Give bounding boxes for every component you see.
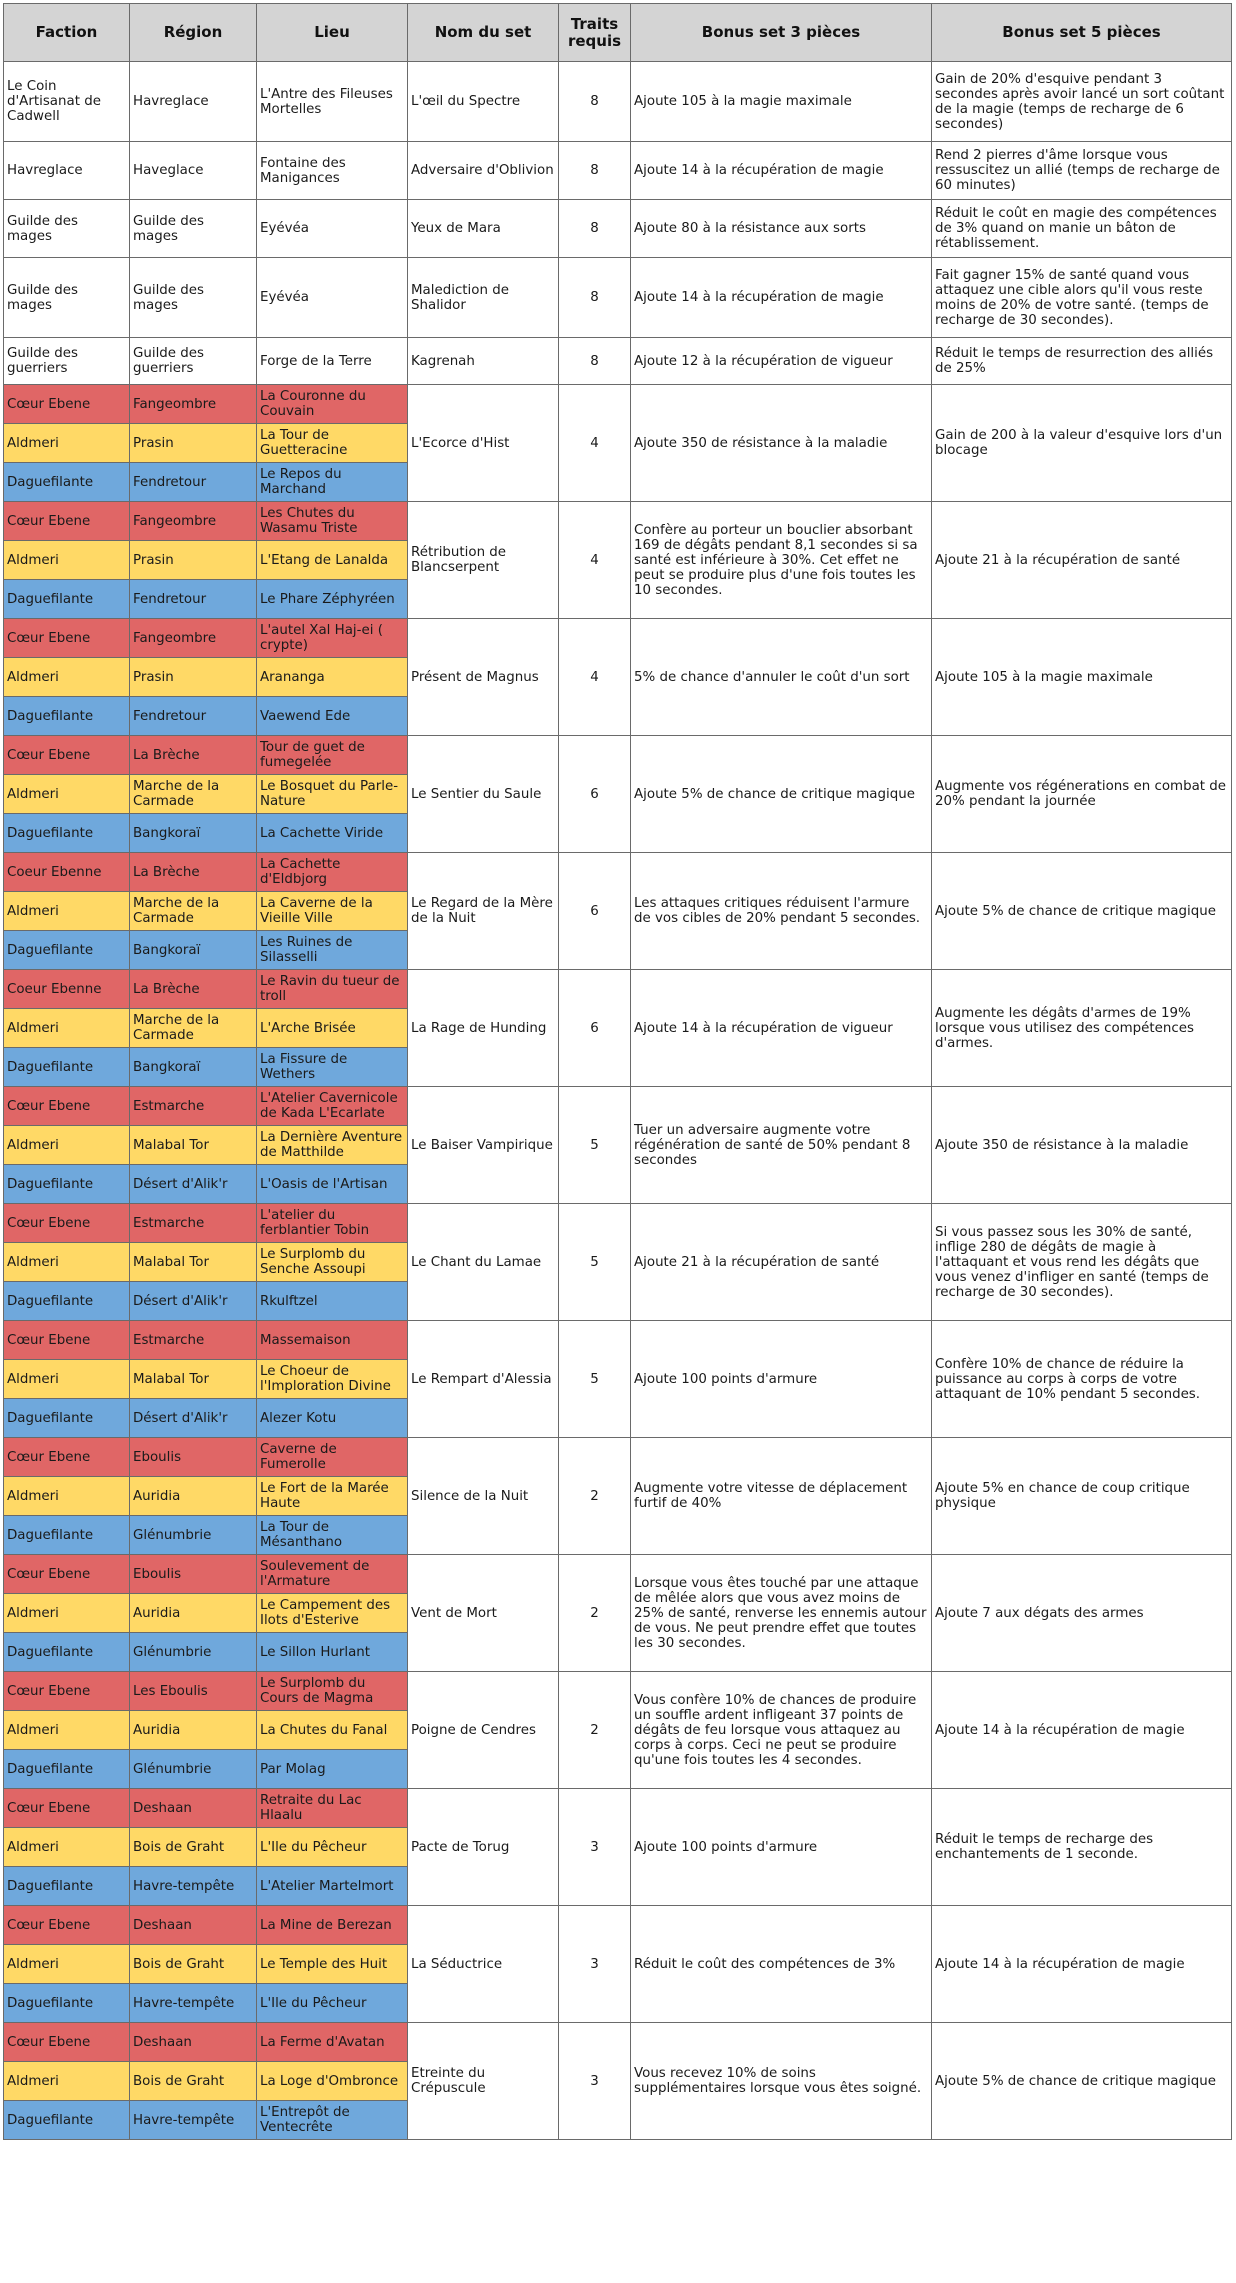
- faction-cell: Daguefilante: [4, 931, 130, 970]
- bonus-3-cell: Ajoute 80 à la résistance aux sorts: [631, 200, 932, 258]
- table-row: [4, 1204, 1232, 1243]
- bonus-3-cell: 5% de chance d'annuler le coût d'un sort: [631, 619, 932, 736]
- region-cell: Prasin: [130, 541, 257, 580]
- region-cell: Havre-tempête: [130, 1984, 257, 2023]
- faction-cell: Daguefilante: [4, 1165, 130, 1204]
- table-row: [4, 1555, 1232, 1594]
- traits-cell: 6: [559, 970, 631, 1087]
- faction-cell: Cœur Ebene: [4, 1204, 130, 1243]
- region-cell: Estmarche: [130, 1087, 257, 1126]
- lieu-cell: Le Temple des Huit: [257, 1945, 408, 1984]
- set-name-cell: Le Chant du Lamae: [408, 1204, 559, 1321]
- faction-cell: Cœur Ebene: [4, 1087, 130, 1126]
- set-name-cell: L'œil du Spectre: [408, 62, 559, 142]
- region-cell: Deshaan: [130, 1906, 257, 1945]
- lieu-cell: La Cachette d'Eldbjorg: [257, 853, 408, 892]
- lieu-cell: L'Entrepôt de Ventecrête: [257, 2101, 408, 2140]
- faction-cell: Aldmeri: [4, 1009, 130, 1048]
- region-cell: Les Eboulis: [130, 1672, 257, 1711]
- traits-cell: 8: [559, 258, 631, 338]
- faction-cell: Cœur Ebene: [4, 1321, 130, 1360]
- bonus-3-cell: Réduit le coût des compétences de 3%: [631, 1906, 932, 2023]
- set-name-cell: Yeux de Mara: [408, 200, 559, 258]
- lieu-cell: Par Molag: [257, 1750, 408, 1789]
- lieu-cell: Rkulftzel: [257, 1282, 408, 1321]
- bonus-5-cell: Si vous passez sous les 30% de santé, inflige 280 de dégâts de magie à l'attaquant et vous rend les dégâts que vous venez d'infliger en santé (temps de recharge de 30 secondes).: [932, 1204, 1232, 1321]
- region-cell: Eboulis: [130, 1438, 257, 1477]
- bonus-3-cell: Vous recevez 10% de soins supplémentaires lorsque vous êtes soigné.: [631, 2023, 932, 2140]
- bonus-5-cell: Gain de 200 à la valeur d'esquive lors d'un blocage: [932, 385, 1232, 502]
- bonus-5-cell: Réduit le temps de recharge des enchantements de 1 seconde.: [932, 1789, 1232, 1906]
- faction-cell: Guilde des mages: [4, 258, 130, 338]
- table-row: [4, 736, 1232, 775]
- faction-cell: Cœur Ebene: [4, 1789, 130, 1828]
- bonus-3-cell: Tuer un adversaire augmente votre régénération de santé de 50% pendant 8 secondes: [631, 1087, 932, 1204]
- lieu-cell: La Loge d'Ombronce: [257, 2062, 408, 2101]
- lieu-cell: Les Ruines de Silasselli: [257, 931, 408, 970]
- lieu-cell: Le Fort de la Marée Haute: [257, 1477, 408, 1516]
- bonus-3-cell: Augmente votre vitesse de déplacement furtif de 40%: [631, 1438, 932, 1555]
- bonus-5-cell: Confère 10% de chance de réduire la puissance au corps à corps de votre attaquant de 10% pendant 5 secondes.: [932, 1321, 1232, 1438]
- bonus-3-cell: Ajoute 5% de chance de critique magique: [631, 736, 932, 853]
- lieu-cell: L'Etang de Lanalda: [257, 541, 408, 580]
- set-name-cell: Pacte de Torug: [408, 1789, 559, 1906]
- bonus-3-cell: Ajoute 14 à la récupération de vigueur: [631, 970, 932, 1087]
- traits-cell: 8: [559, 200, 631, 258]
- faction-cell: Cœur Ebene: [4, 736, 130, 775]
- bonus-3-cell: Ajoute 100 points d'armure: [631, 1321, 932, 1438]
- traits-cell: 5: [559, 1204, 631, 1321]
- bonus-5-cell: Fait gagner 15% de santé quand vous attaquez une cible alors qu'il vous reste moins de 20% de votre santé. (temps de recharge de 30 secondes).: [932, 258, 1232, 338]
- region-cell: Désert d'Alik'r: [130, 1399, 257, 1438]
- table-row: [4, 1672, 1232, 1711]
- traits-cell: 6: [559, 853, 631, 970]
- bonus-5-cell: Augmente vos régénerations en combat de 20% pendant la journée: [932, 736, 1232, 853]
- faction-cell: Cœur Ebene: [4, 619, 130, 658]
- region-cell: Fangeombre: [130, 502, 257, 541]
- table-body: [4, 62, 1232, 2140]
- faction-cell: Havreglace: [4, 142, 130, 200]
- traits-cell: 8: [559, 62, 631, 142]
- faction-cell: Aldmeri: [4, 1711, 130, 1750]
- table-row: [4, 258, 1232, 338]
- set-name-cell: La Rage de Hunding: [408, 970, 559, 1087]
- traits-cell: 8: [559, 142, 631, 200]
- traits-cell: 3: [559, 1789, 631, 1906]
- bonus-5-cell: Ajoute 21 à la récupération de santé: [932, 502, 1232, 619]
- header-bonus-5: Bonus set 5 pièces: [932, 4, 1232, 62]
- faction-cell: Daguefilante: [4, 1516, 130, 1555]
- faction-cell: Coeur Ebenne: [4, 970, 130, 1009]
- faction-cell: Daguefilante: [4, 1633, 130, 1672]
- set-name-cell: Poigne de Cendres: [408, 1672, 559, 1789]
- lieu-cell: La Fissure de Wethers: [257, 1048, 408, 1087]
- bonus-5-cell: Ajoute 5% en chance de coup critique physique: [932, 1438, 1232, 1555]
- bonus-5-cell: Augmente les dégâts d'armes de 19% lorsque vous utilisez des compétences d'armes.: [932, 970, 1232, 1087]
- region-cell: Malabal Tor: [130, 1126, 257, 1165]
- traits-cell: 6: [559, 736, 631, 853]
- lieu-cell: L'Atelier Martelmort: [257, 1867, 408, 1906]
- lieu-cell: Tour de guet de fumegelée: [257, 736, 408, 775]
- region-cell: Auridia: [130, 1594, 257, 1633]
- faction-cell: Guilde des guerriers: [4, 338, 130, 385]
- set-name-cell: Rétribution de Blancserpent: [408, 502, 559, 619]
- header-region: Région: [130, 4, 257, 62]
- traits-cell: 5: [559, 1087, 631, 1204]
- lieu-cell: L'Atelier Cavernicole de Kada L'Ecarlate: [257, 1087, 408, 1126]
- lieu-cell: Le Campement des Ilots d'Esterive: [257, 1594, 408, 1633]
- faction-cell: Daguefilante: [4, 1750, 130, 1789]
- lieu-cell: L'Arche Brisée: [257, 1009, 408, 1048]
- region-cell: Prasin: [130, 658, 257, 697]
- region-cell: Eboulis: [130, 1555, 257, 1594]
- region-cell: Deshaan: [130, 2023, 257, 2062]
- region-cell: Bois de Graht: [130, 1828, 257, 1867]
- lieu-cell: La Cachette Viride: [257, 814, 408, 853]
- set-name-cell: Vent de Mort: [408, 1555, 559, 1672]
- bonus-3-cell: Ajoute 21 à la récupération de santé: [631, 1204, 932, 1321]
- faction-cell: Daguefilante: [4, 697, 130, 736]
- lieu-cell: Soulevement de l'Armature: [257, 1555, 408, 1594]
- faction-cell: Aldmeri: [4, 775, 130, 814]
- header-faction: Faction: [4, 4, 130, 62]
- table-row: [4, 2023, 1232, 2062]
- bonus-5-cell: Gain de 20% d'esquive pendant 3 secondes après avoir lancé un sort coûtant de la magie (temps de recharge de 6 secondes): [932, 62, 1232, 142]
- region-cell: Bangkoraï: [130, 814, 257, 853]
- region-cell: Estmarche: [130, 1204, 257, 1243]
- traits-cell: 2: [559, 1438, 631, 1555]
- faction-cell: Aldmeri: [4, 892, 130, 931]
- region-cell: Fendretour: [130, 580, 257, 619]
- region-cell: Auridia: [130, 1711, 257, 1750]
- table-row: [4, 385, 1232, 424]
- faction-cell: Aldmeri: [4, 2062, 130, 2101]
- lieu-cell: Eyévéa: [257, 200, 408, 258]
- region-cell: Fendretour: [130, 463, 257, 502]
- lieu-cell: La Dernière Aventure de Matthilde: [257, 1126, 408, 1165]
- faction-cell: Coeur Ebenne: [4, 853, 130, 892]
- lieu-cell: La Mine de Berezan: [257, 1906, 408, 1945]
- lieu-cell: Retraite du Lac Hlaalu: [257, 1789, 408, 1828]
- faction-cell: Cœur Ebene: [4, 1672, 130, 1711]
- bonus-3-cell: Ajoute 350 de résistance à la maladie: [631, 385, 932, 502]
- lieu-cell: L'Ile du Pêcheur: [257, 1828, 408, 1867]
- faction-cell: Aldmeri: [4, 1828, 130, 1867]
- faction-cell: Cœur Ebene: [4, 1438, 130, 1477]
- lieu-cell: Le Repos du Marchand: [257, 463, 408, 502]
- lieu-cell: L'atelier du ferblantier Tobin: [257, 1204, 408, 1243]
- region-cell: Deshaan: [130, 1789, 257, 1828]
- lieu-cell: Le Surplomb du Senche Assoupi: [257, 1243, 408, 1282]
- bonus-3-cell: Ajoute 105 à la magie maximale: [631, 62, 932, 142]
- lieu-cell: Eyévéa: [257, 258, 408, 338]
- region-cell: Fendretour: [130, 697, 257, 736]
- bonus-3-cell: Ajoute 14 à la récupération de magie: [631, 142, 932, 200]
- region-cell: Guilde des mages: [130, 258, 257, 338]
- region-cell: Glénumbrie: [130, 1750, 257, 1789]
- traits-cell: 2: [559, 1555, 631, 1672]
- bonus-5-cell: Ajoute 14 à la récupération de magie: [932, 1906, 1232, 2023]
- bonus-3-cell: Ajoute 100 points d'armure: [631, 1789, 932, 1906]
- header-traits: Traits requis: [559, 4, 631, 62]
- faction-cell: Cœur Ebene: [4, 385, 130, 424]
- lieu-cell: L'Oasis de l'Artisan: [257, 1165, 408, 1204]
- lieu-cell: Arananga: [257, 658, 408, 697]
- lieu-cell: Fontaine des Manigances: [257, 142, 408, 200]
- lieu-cell: Alezer Kotu: [257, 1399, 408, 1438]
- faction-cell: Guilde des mages: [4, 200, 130, 258]
- bonus-3-cell: Vous confère 10% de chances de produire un souffle ardent infligeant 37 points de dégâts de feu lorsque vous attaquez au corps à corps. Ceci ne peut se produire qu'une fois toutes les 4 secondes.: [631, 1672, 932, 1789]
- bonus-5-cell: Ajoute 5% de chance de critique magique: [932, 2023, 1232, 2140]
- table-row: [4, 1087, 1232, 1126]
- traits-cell: 4: [559, 619, 631, 736]
- table-row: [4, 1438, 1232, 1477]
- faction-cell: Daguefilante: [4, 2101, 130, 2140]
- faction-cell: Aldmeri: [4, 1945, 130, 1984]
- faction-cell: Aldmeri: [4, 1126, 130, 1165]
- region-cell: Marche de la Carmade: [130, 892, 257, 931]
- faction-cell: Daguefilante: [4, 580, 130, 619]
- region-cell: La Brèche: [130, 970, 257, 1009]
- set-name-cell: Le Regard de la Mère de la Nuit: [408, 853, 559, 970]
- lieu-cell: Massemaison: [257, 1321, 408, 1360]
- table-row: [4, 338, 1232, 385]
- region-cell: Haveglace: [130, 142, 257, 200]
- table-row: [4, 619, 1232, 658]
- traits-cell: 8: [559, 338, 631, 385]
- lieu-cell: Le Phare Zéphyréen: [257, 580, 408, 619]
- region-cell: Havreglace: [130, 62, 257, 142]
- lieu-cell: La Tour de Guetteracine: [257, 424, 408, 463]
- set-name-cell: Malediction de Shalidor: [408, 258, 559, 338]
- faction-cell: Aldmeri: [4, 1360, 130, 1399]
- region-cell: Auridia: [130, 1477, 257, 1516]
- lieu-cell: Le Choeur de l'Imploration Divine: [257, 1360, 408, 1399]
- bonus-3-cell: Les attaques critiques réduisent l'armure de vos cibles de 20% pendant 5 secondes.: [631, 853, 932, 970]
- set-name-cell: Adversaire d'Oblivion: [408, 142, 559, 200]
- header-lieu: Lieu: [257, 4, 408, 62]
- traits-cell: 3: [559, 2023, 631, 2140]
- region-cell: La Brèche: [130, 853, 257, 892]
- region-cell: Marche de la Carmade: [130, 775, 257, 814]
- faction-cell: Aldmeri: [4, 541, 130, 580]
- lieu-cell: La Chutes du Fanal: [257, 1711, 408, 1750]
- lieu-cell: Vaewend Ede: [257, 697, 408, 736]
- faction-cell: Cœur Ebene: [4, 2023, 130, 2062]
- bonus-3-cell: Ajoute 12 à la récupération de vigueur: [631, 338, 932, 385]
- bonus-5-cell: Ajoute 350 de résistance à la maladie: [932, 1087, 1232, 1204]
- faction-cell: Le Coin d'Artisanat de Cadwell: [4, 62, 130, 142]
- faction-cell: Daguefilante: [4, 463, 130, 502]
- traits-cell: 4: [559, 502, 631, 619]
- traits-cell: 5: [559, 1321, 631, 1438]
- table-row: [4, 142, 1232, 200]
- region-cell: La Brèche: [130, 736, 257, 775]
- table-row: [4, 200, 1232, 258]
- crafting-sets-table: [3, 3, 1232, 2140]
- faction-cell: Aldmeri: [4, 424, 130, 463]
- faction-cell: Cœur Ebene: [4, 1906, 130, 1945]
- bonus-3-cell: Ajoute 14 à la récupération de magie: [631, 258, 932, 338]
- region-cell: Guilde des mages: [130, 200, 257, 258]
- faction-cell: Cœur Ebene: [4, 502, 130, 541]
- region-cell: Guilde des guerriers: [130, 338, 257, 385]
- region-cell: Bangkoraï: [130, 1048, 257, 1087]
- lieu-cell: L'autel Xal Haj-ei ( crypte): [257, 619, 408, 658]
- header-bonus-3: Bonus set 3 pièces: [631, 4, 932, 62]
- region-cell: Malabal Tor: [130, 1360, 257, 1399]
- region-cell: Fangeombre: [130, 619, 257, 658]
- lieu-cell: Le Bosquet du Parle-Nature: [257, 775, 408, 814]
- region-cell: Désert d'Alik'r: [130, 1282, 257, 1321]
- table-row: [4, 502, 1232, 541]
- bonus-5-cell: Ajoute 105 à la magie maximale: [932, 619, 1232, 736]
- faction-cell: Aldmeri: [4, 1477, 130, 1516]
- region-cell: Estmarche: [130, 1321, 257, 1360]
- lieu-cell: Les Chutes du Wasamu Triste: [257, 502, 408, 541]
- region-cell: Havre-tempête: [130, 1867, 257, 1906]
- lieu-cell: La Ferme d'Avatan: [257, 2023, 408, 2062]
- region-cell: Bois de Graht: [130, 1945, 257, 1984]
- lieu-cell: Le Sillon Hurlant: [257, 1633, 408, 1672]
- region-cell: Glénumbrie: [130, 1633, 257, 1672]
- region-cell: Marche de la Carmade: [130, 1009, 257, 1048]
- set-name-cell: Présent de Magnus: [408, 619, 559, 736]
- lieu-cell: La Caverne de la Vieille Ville: [257, 892, 408, 931]
- header-row: [4, 4, 1232, 62]
- faction-cell: Cœur Ebene: [4, 1555, 130, 1594]
- table-row: [4, 1321, 1232, 1360]
- bonus-3-cell: Lorsque vous êtes touché par une attaque de mêlée alors que vous avez moins de 25% de santé, renverse les ennemis autour de vous. Ne peut prendre effet que toutes les 30 secondes.: [631, 1555, 932, 1672]
- bonus-5-cell: Réduit le temps de resurrection des alliés de 25%: [932, 338, 1232, 385]
- faction-cell: Daguefilante: [4, 1282, 130, 1321]
- region-cell: Désert d'Alik'r: [130, 1165, 257, 1204]
- set-name-cell: Silence de la Nuit: [408, 1438, 559, 1555]
- lieu-cell: Forge de la Terre: [257, 338, 408, 385]
- lieu-cell: Le Ravin du tueur de troll: [257, 970, 408, 1009]
- set-name-cell: Kagrenah: [408, 338, 559, 385]
- region-cell: Prasin: [130, 424, 257, 463]
- faction-cell: Daguefilante: [4, 1399, 130, 1438]
- table-row: [4, 62, 1232, 142]
- bonus-5-cell: Ajoute 7 aux dégats des armes: [932, 1555, 1232, 1672]
- traits-cell: 3: [559, 1906, 631, 2023]
- region-cell: Bangkoraï: [130, 931, 257, 970]
- traits-cell: 2: [559, 1672, 631, 1789]
- set-name-cell: L'Ecorce d'Hist: [408, 385, 559, 502]
- faction-cell: Daguefilante: [4, 1867, 130, 1906]
- table-row: [4, 1789, 1232, 1828]
- faction-cell: Daguefilante: [4, 1984, 130, 2023]
- bonus-3-cell: Confère au porteur un bouclier absorbant 169 de dégâts pendant 8,1 secondes si sa santé est inférieure à 30%. Cet effet ne peut se produire plus d'une fois toutes les 10 secondes.: [631, 502, 932, 619]
- faction-cell: Aldmeri: [4, 1243, 130, 1282]
- set-name-cell: Le Rempart d'Alessia: [408, 1321, 559, 1438]
- lieu-cell: La Tour de Mésanthano: [257, 1516, 408, 1555]
- lieu-cell: La Couronne du Couvain: [257, 385, 408, 424]
- table-row: [4, 970, 1232, 1009]
- region-cell: Glénumbrie: [130, 1516, 257, 1555]
- set-name-cell: La Séductrice: [408, 1906, 559, 2023]
- table-row: [4, 1906, 1232, 1945]
- region-cell: Malabal Tor: [130, 1243, 257, 1282]
- bonus-5-cell: Ajoute 14 à la récupération de magie: [932, 1672, 1232, 1789]
- bonus-5-cell: Rend 2 pierres d'âme lorsque vous ressuscitez un allié (temps de recharge de 60 minutes): [932, 142, 1232, 200]
- set-name-cell: Le Baiser Vampirique: [408, 1087, 559, 1204]
- traits-cell: 4: [559, 385, 631, 502]
- header-set-name: Nom du set: [408, 4, 559, 62]
- bonus-5-cell: Ajoute 5% de chance de critique magique: [932, 853, 1232, 970]
- set-name-cell: Etreinte du Crépuscule: [408, 2023, 559, 2140]
- lieu-cell: L'Antre des Fileuses Mortelles: [257, 62, 408, 142]
- region-cell: Fangeombre: [130, 385, 257, 424]
- table-row: [4, 853, 1232, 892]
- faction-cell: Aldmeri: [4, 658, 130, 697]
- lieu-cell: L'Ile du Pêcheur: [257, 1984, 408, 2023]
- set-name-cell: Le Sentier du Saule: [408, 736, 559, 853]
- bonus-5-cell: Réduit le coût en magie des compétences de 3% quand on manie un bâton de rétablissement.: [932, 200, 1232, 258]
- lieu-cell: Caverne de Fumerolle: [257, 1438, 408, 1477]
- faction-cell: Daguefilante: [4, 814, 130, 853]
- faction-cell: Daguefilante: [4, 1048, 130, 1087]
- region-cell: Bois de Graht: [130, 2062, 257, 2101]
- lieu-cell: Le Surplomb du Cours de Magma: [257, 1672, 408, 1711]
- faction-cell: Aldmeri: [4, 1594, 130, 1633]
- region-cell: Havre-tempête: [130, 2101, 257, 2140]
